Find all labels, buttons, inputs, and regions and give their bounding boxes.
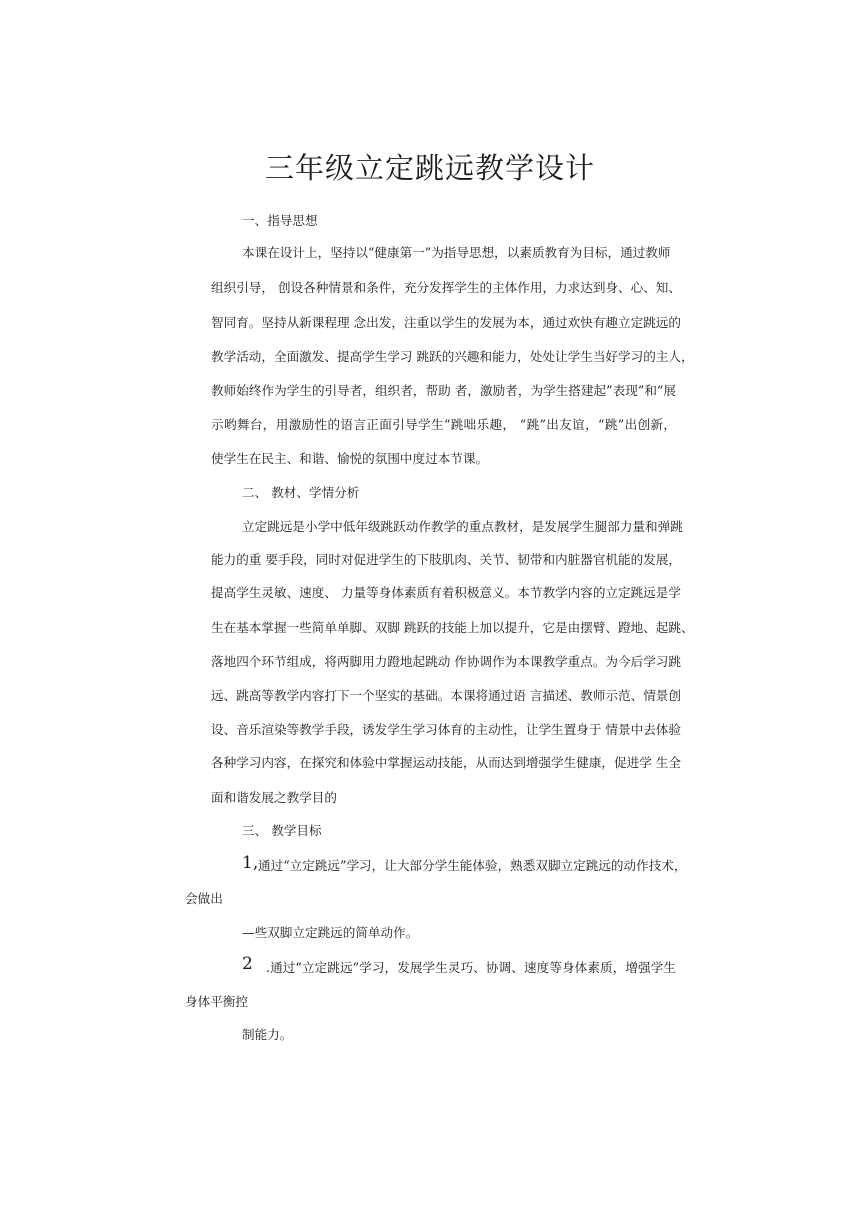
s1-line-6: 示哟舞台，用激励性的语言正面引导学生“跳咄乐趣， “跳”出友谊，“跳”出创新， (211, 417, 676, 432)
s2-line-9: 面和谐发展之教学目的 (211, 790, 337, 805)
goal-2-number: 2 (242, 954, 253, 974)
s2-line-1: 立定跳远是小学中低年级跳跃动作教学的重点教材，是发展学生腿部力量和弹跳 (242, 519, 683, 534)
s2-line-5: 落地四个环节组成，将两脚用力蹬地起跳动 作协调作为本课教学重点。为今后学习跳 (211, 654, 681, 669)
s1-line-4: 教学活动，全面激发、提高学生学习 跳跃的兴趣和能力，处处让学生当好学习的主人， (211, 349, 694, 364)
goal-2-line-3: 制能力。 (242, 1027, 293, 1042)
s1-line-2: 组织引导， 创设各种情景和条件，充分发挥学生的主体作用，力求达到身、心、知、 (211, 280, 681, 295)
s2-line-4: 生在基本掌握一些简单单脚、双脚 跳跃的技能上加以提升，它是由摆臂、蹬地、起跳、 (211, 620, 694, 635)
s1-line-1: 本课在设计上，坚持以“健康第一”为指导思想，以素质教育为目标，通过教师 (242, 245, 671, 260)
s2-line-3: 提高学生灵敏、速度、 力量等身体素质有着积极意义。本节教学内容的立定跳远是学 (211, 585, 681, 600)
s1-line-3: 智同育。坚持从新课程理 念出发，注重以学生的发展为本，通过欢快有趣立定跳远的 (211, 315, 681, 330)
goal-2-continuation: 身体平衡控 (185, 994, 248, 1009)
goal-1-number: 1, (242, 853, 259, 873)
goal-2-text: .通过“立定跳远”学习，发展学生灵巧、协调、速度等身体素质，增强学生 (266, 960, 676, 975)
s1-line-7: 使学生在民主、和谐、愉悦的氛围中度过本节课。 (211, 451, 489, 466)
section-3-heading: 三、 教学目标 (242, 823, 322, 838)
goal-1-continuation: 会做出 (185, 891, 223, 906)
s2-line-6: 远、跳高等教学内容打下一个坚实的基础。本课将通过语 言描述、教师示范、情景创 (211, 688, 681, 703)
section-1-heading: 一、指导思想 (242, 213, 318, 228)
section-2-heading: 二、 教材、学情分析 (242, 485, 360, 500)
s2-line-7: 设、音乐渲染等教学手段，诱发学生学习体育的主动性，让学生置身于 情景中去体验 (211, 722, 681, 737)
s2-line-8: 各种学习内容，在探究和体验中掌握运动技能，从而达到增强学生健康，促进学 生全 (211, 755, 681, 770)
s1-line-5: 教师始终作为学生的引导者，组织者，帮助 者，激励者，为学生搭建起”表现”和“展 (211, 383, 676, 398)
s2-line-2: 能力的重 要手段，同时对促进学生的下肢肌肉、关节、韧带和内脏器官机能的发展， (211, 552, 681, 567)
page-title: 三年级立定跳远教学设计 (264, 151, 595, 185)
goal-1-line-3: —些双脚立定跳远的简单动作。 (242, 925, 419, 940)
goal-1-text: 通过“立定跳远”学习，让大部分学生能体验，熟悉双脚立定跳远的动作技术， (258, 858, 687, 873)
